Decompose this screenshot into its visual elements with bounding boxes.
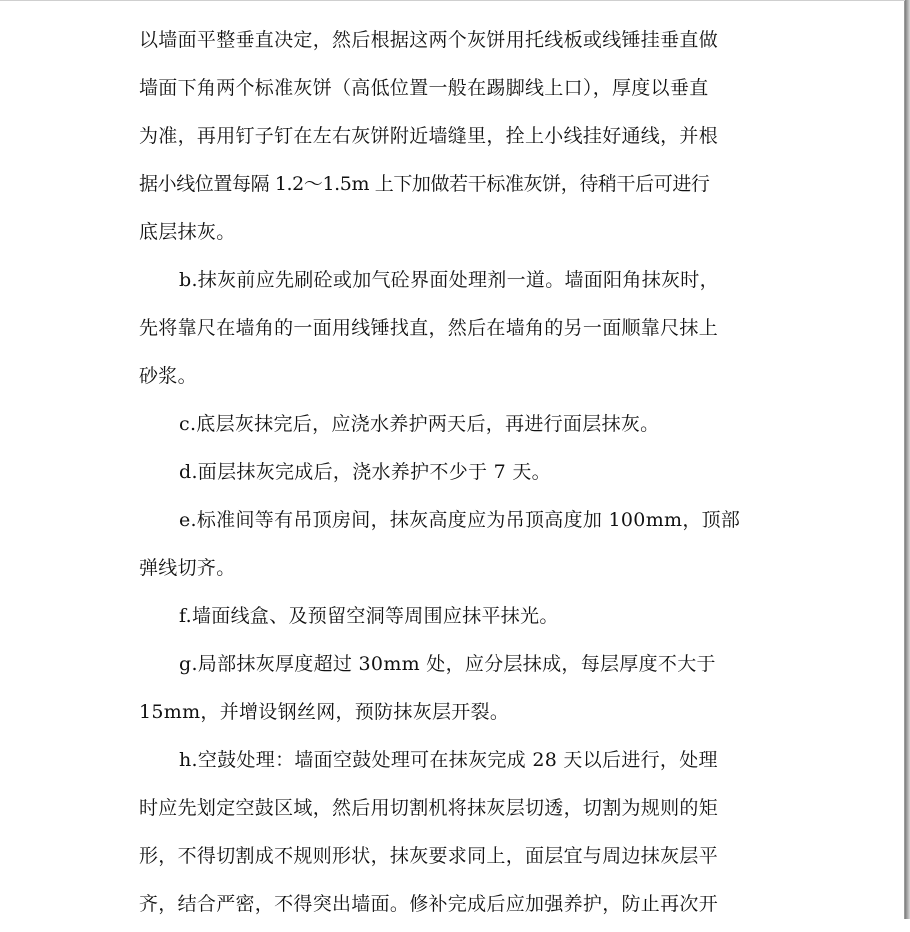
paragraph-line: 以墙面平整垂直决定，然后根据这两个灰饼用托线板或线锤挂垂直做 bbox=[139, 29, 719, 51]
page-top-edge bbox=[0, 0, 905, 1]
paragraph-line-e: e.标准间等有吊顶房间，抹灰高度应为吊顶高度加 100mm，顶部 bbox=[179, 509, 741, 531]
paragraph-line-d: d.面层抹灰完成后，浇水养护不少于 7 天。 bbox=[179, 461, 551, 483]
page-edge-shadow bbox=[905, 0, 910, 919]
paragraph-line: 时应先划定空鼓区域，然后用切割机将抹灰层切透，切割为规则的矩 bbox=[139, 797, 719, 819]
paragraph-line-g: g.局部抹灰厚度超过 30mm 处，应分层抹成，每层厚度不大于 bbox=[179, 653, 716, 675]
document-body bbox=[139, 20, 779, 932]
paragraph-line: 为准，再用钉子钉在左右灰饼附近墙缝里，拴上小线挂好通线，并根 bbox=[139, 125, 719, 147]
paragraph-line: 形，不得切割成不规则形状，抹灰要求同上，面层宜与周边抹灰层平 bbox=[139, 845, 719, 867]
paragraph-line: 齐，结合严密，不得突出墙面。修补完成后应加强养护，防止再次开 bbox=[139, 893, 719, 915]
paragraph-line-b: b.抹灰前应先刷砼或加气砼界面处理剂一道。墙面阳角抹灰时， bbox=[179, 269, 719, 291]
paragraph-line: 弹线切齐。 bbox=[139, 557, 236, 579]
paragraph-line: 底层抹灰。 bbox=[139, 221, 236, 243]
paragraph-line-c: c.底层灰抹完后，应浇水养护两天后，再进行面层抹灰。 bbox=[179, 413, 660, 435]
paragraph-line: 15mm，并增设钢丝网，预防抹灰层开裂。 bbox=[139, 701, 510, 723]
paragraph-line-f: f.墙面线盒、及预留空洞等周围应抹平抹光。 bbox=[179, 605, 559, 627]
paragraph-line: 先将靠尺在墙角的一面用线锤找直，然后在墙角的另一面顺靠尺抹上 bbox=[139, 317, 719, 339]
paragraph-line-h: h.空鼓处理：墙面空鼓处理可在抹灰完成 28 天以后进行，处理 bbox=[179, 749, 718, 771]
paragraph-line: 墙面下角两个标准灰饼（高低位置一般在踢脚线上口），厚度以垂直 bbox=[139, 77, 709, 99]
paragraph-line: 砂浆。 bbox=[139, 365, 197, 387]
paragraph-line: 据小线位置每隔 1.2～1.5m 上下加做若干标准灰饼，待稍干后可进行 bbox=[139, 173, 710, 195]
